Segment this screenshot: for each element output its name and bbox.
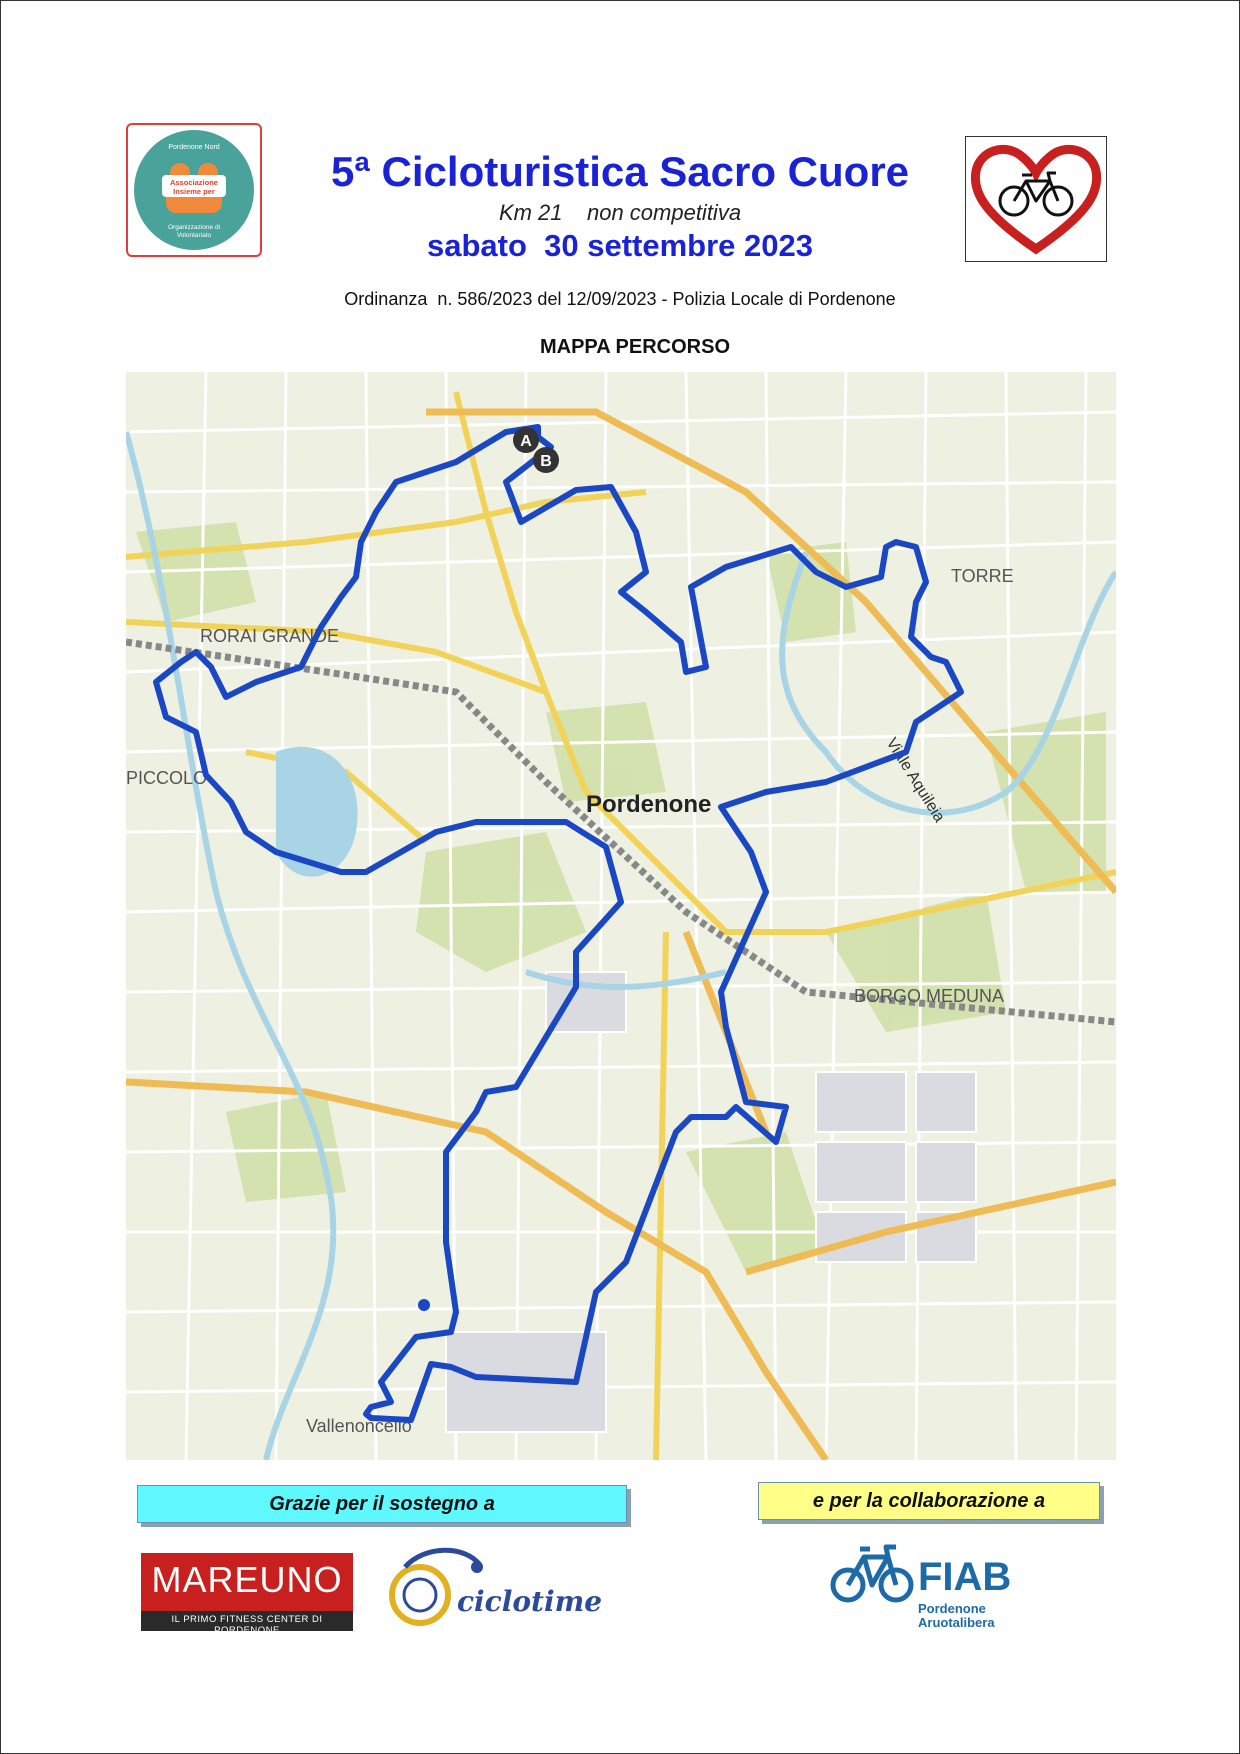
collab-banner: e per la collaborazione a: [758, 1482, 1100, 1520]
map-label-borgo: BORGO MEDUNA: [854, 986, 1005, 1006]
fiab-line2: Aruotalibera: [918, 1615, 995, 1630]
fiab-line1: Pordenone: [918, 1601, 986, 1616]
map-title: MAPPA PERCORSO: [539, 336, 731, 358]
map-label-piccolo: PICCOLO: [126, 768, 208, 788]
event-date: sabato 30 settembre 2023: [427, 228, 813, 263]
ciclotime-word: ciclotime: [457, 1585, 603, 1618]
fiab-logo: [830, 1537, 1020, 1633]
thanks-banner: Grazie per il sostegno a: [137, 1485, 627, 1523]
svg-text:Organizzazione di: Organizzazione di: [167, 224, 221, 231]
logo-top-text: Pordenone Nord: [168, 144, 220, 151]
map-label-torre: TORRE: [951, 566, 1014, 586]
mareuno-tagline: IL PRIMO FITNESS CENTER DI PORDENONE: [171, 1614, 323, 1636]
svg-text:A: A: [520, 433, 532, 450]
svg-text:Associazione: Associazione: [170, 178, 218, 187]
ordinance-text: Ordinanza n. 586/2023 del 12/09/2023 - Polizia Locale di Pordenone: [344, 289, 896, 309]
association-logo: [126, 123, 262, 257]
svg-text:Insieme per: Insieme per: [173, 187, 215, 196]
distance-subtitle: Km 21 non competitiva: [498, 200, 742, 225]
route-map: [126, 372, 1116, 1460]
svg-text:Volontariato: Volontariato: [176, 232, 212, 239]
ciclotime-logo: [385, 1545, 603, 1635]
heart-bicycle-icon: [965, 136, 1107, 262]
map-label-vallenoncello: Vallenoncello: [306, 1416, 412, 1436]
map-city-label: Pordenone: [586, 791, 712, 818]
mareuno-word: MAREUNO: [151, 1559, 343, 1600]
svg-text:B: B: [540, 453, 552, 470]
mareuno-logo: [141, 1553, 353, 1636]
page-title: 5ª Cicloturistica Sacro Cuore: [330, 148, 910, 195]
map-label-rorai: RORAI GRANDE: [200, 626, 340, 646]
fiab-word: FIAB: [918, 1555, 1012, 1599]
map-label-viale: Viale Aquileia: [882, 735, 948, 826]
